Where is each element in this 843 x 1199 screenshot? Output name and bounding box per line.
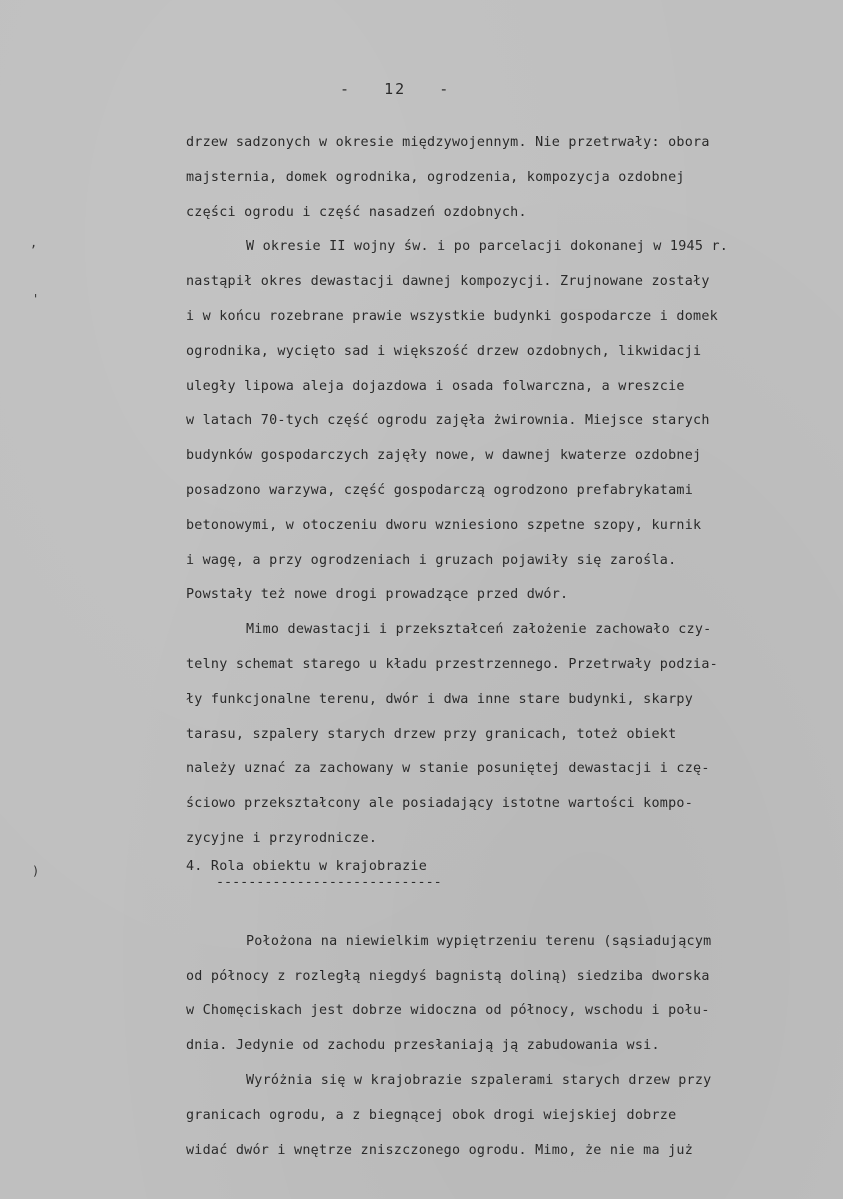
text-line: telny schemat starego u kładu przestrzennego. Przetrwały podzia-	[186, 656, 718, 672]
text-line: budynków gospodarczych zajęły nowe, w dawnej kwaterze ozdobnej	[186, 448, 702, 464]
page-number: - 12 -	[340, 80, 451, 98]
text-line: granicach ogrodu, a z biegnącej obok drogi wiejskiej dobrze	[186, 1107, 677, 1123]
text-line: widać dwór i wnętrze zniszczonego ogrodu. Mimo, że nie ma już	[186, 1142, 694, 1158]
document-body	[186, 126, 836, 1168]
section-heading: 4. Rola obiektu w krajobrazie	[186, 858, 428, 874]
text-line: ogrodnika, wycięto sad i większość drzew ozdobnych, likwidacji	[186, 343, 702, 359]
paragraph	[186, 1064, 836, 1168]
text-line: w latach 70-tych część ogrodu zajęła żwirownia. Miejsce starych	[186, 413, 710, 429]
paragraph	[186, 925, 836, 1064]
margin-mark: ,	[30, 236, 38, 250]
text-line: ły funkcjonalne terenu, dwór i dwa inne stare budynki, skarpy	[186, 691, 694, 707]
margin-mark: )	[32, 864, 40, 878]
text-line: w Chomęciskach jest dobrze widoczna od północy, wschodu i połu-	[186, 1003, 710, 1019]
text-line: betonowymi, w otoczeniu dworu wzniesiono szpetne szopy, kurnik	[186, 517, 702, 533]
text-line: majsternia, domek ogrodnika, ogrodzenia, kompozycja ozdobnej	[186, 169, 685, 185]
text-line: Mimo dewastacji i przekształceń założenie zachowało czy-	[246, 622, 712, 638]
margin-mark: '	[32, 292, 40, 306]
text-line: zycyjne i przyrodnicze.	[186, 830, 378, 846]
text-line: posadzono warzywa, część gospodarczą ogrodzono prefabrykatami	[186, 482, 694, 498]
text-line: nastąpił okres dewastacji dawnej kompozycji. Zrujnowane zostały	[186, 274, 710, 290]
section-heading-block	[186, 857, 836, 893]
text-line: i w końcu rozebrane prawie wszystkie budynki gospodarcze i domek	[186, 308, 718, 324]
paragraph	[186, 126, 836, 230]
text-line: tarasu, szpalery starych drzew przy granicach, toteż obiekt	[186, 726, 677, 742]
text-line: i wagę, a przy ogrodzeniach i gruzach pojawiły się zarośla.	[186, 552, 677, 568]
text-line: W okresie II wojny św. i po parcelacji dokonanej w 1945 r.	[246, 239, 729, 255]
paragraph	[186, 230, 836, 613]
spacer	[186, 893, 836, 925]
text-line: ściowo przekształcony ale posiadający istotne wartości kompo-	[186, 796, 694, 812]
paragraph	[186, 613, 836, 857]
text-line: Położona na niewielkim wypiętrzeniu terenu (sąsiadującym	[246, 933, 712, 949]
text-line: dnia. Jedynie od zachodu przesłaniają ją zabudowania wsi.	[186, 1038, 660, 1054]
text-line: Wyróżnia się w krajobrazie szpalerami starych drzew przy	[246, 1072, 712, 1088]
text-line: drzew sadzonych w okresie międzywojennym. Nie przetrwały: obora	[186, 135, 710, 150]
text-line: części ogrodu i część nasadzeń ozdobnych.	[186, 204, 527, 220]
text-line: uległy lipowa aleja dojazdowa i osada folwarczna, a wreszcie	[186, 378, 685, 394]
section-underline: ----------------------------	[216, 874, 442, 890]
text-line: od północy z rozległą niegdyś bagnistą doliną) siedziba dworska	[186, 968, 710, 984]
text-line: Powstały też nowe drogi prowadzące przed dwór.	[186, 587, 569, 603]
text-line: należy uznać za zachowany w stanie posuniętej dewastacji i czę-	[186, 761, 710, 777]
